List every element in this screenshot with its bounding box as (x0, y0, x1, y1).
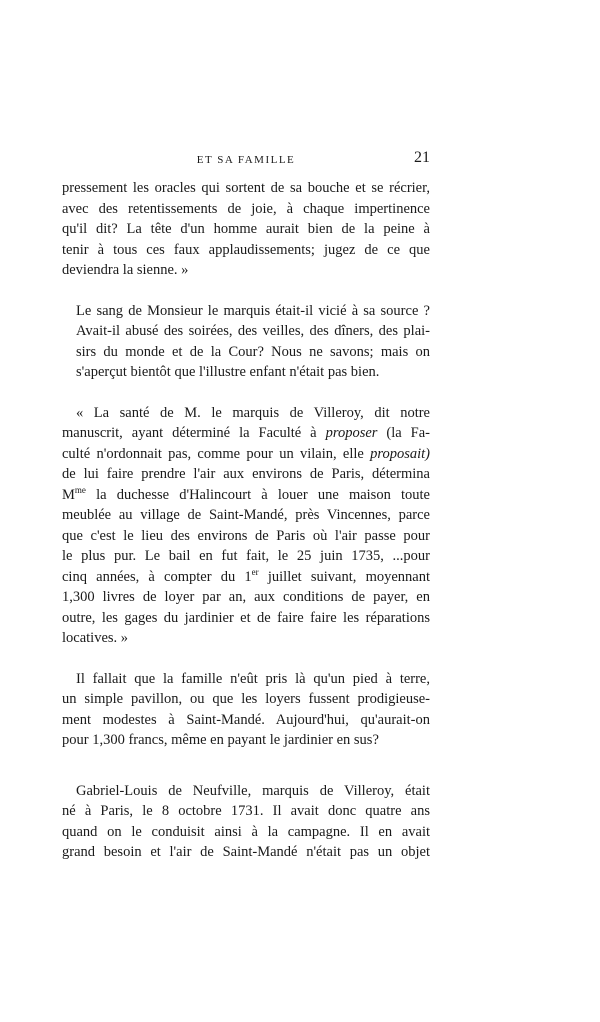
text-line: que c'est le lieu des environs de Paris où l'air passe pour (62, 527, 430, 544)
text-segment: M (62, 486, 75, 503)
italic-word: proposer (325, 425, 378, 441)
superscript: er (251, 566, 259, 577)
text-segment: culté n'ordonnait pas, comme pour un vilain, elle (62, 445, 371, 462)
running-title: ET SA FAMILLE (196, 154, 296, 166)
text-line: un simple pavillon, ou que les loyers fussent prodigieuse- (62, 691, 430, 707)
text-line: Gabriel-Louis de Neufville, marquis de Villeroy, était (76, 782, 430, 799)
text-line (62, 567, 430, 588)
body-text (62, 178, 430, 863)
paragraph-1 (62, 178, 430, 281)
text-line: locatives. » (62, 630, 129, 646)
text-line: Le sang de Monsieur le marquis était-il vicié à sa source ? (76, 302, 430, 319)
text-segment: la duchesse d'Halincourt à louer une maison toute (85, 486, 430, 503)
text-segment: (la Fa- (377, 425, 430, 441)
paragraph-3 (62, 403, 430, 649)
page-number: 21 (414, 149, 430, 166)
text-line: qu'il dit? La tête d'un homme aurait bien de la peine à (62, 221, 430, 237)
text-line: ment modestes à Saint-Mandé. Aujourd'hui, qu'aurait-on (62, 711, 430, 728)
text-line: « La santé de M. le marquis de Villeroy, dit notre (76, 404, 430, 421)
text-line: avec des retentissements de joie, à chaque impertinence (62, 200, 430, 217)
text-line (62, 423, 430, 444)
text-line: s'aperçut bientôt que l'illustre enfant n'était pas bien. (76, 364, 380, 380)
text-line: outre, les gages du jardinier et de faire faire les réparations (62, 609, 430, 626)
paragraph-2 (62, 301, 430, 383)
paragraph-4 (62, 669, 430, 751)
paragraph-5 (62, 781, 430, 863)
text-line: grand besoin et l'air de Saint-Mandé n'était pas un objet (62, 844, 430, 860)
text-line: pour 1,300 francs, même en payant le jardinier en sus? (62, 732, 379, 748)
text-line: quand on le conduisit ainsi à la campagne. Il en avait (62, 823, 430, 840)
text-line: sirs du monde et de la Cour? Nous ne savons; mais on (76, 343, 430, 360)
text-line: pressement les oracles qui sortent de sa bouche et se récrier, (62, 180, 430, 196)
text-line: Avait-il abusé des soirées, des veilles, des dîners, des plai- (76, 323, 430, 339)
text-line: Il fallait que la famille n'eût pris là qu'un pied à terre, (76, 670, 430, 687)
italic-word: proposait) (370, 445, 430, 462)
text-line: le plus pur. Le bail en fut fait, le 25 juin 1735, ...pour (62, 548, 430, 564)
text-line (62, 444, 430, 465)
text-line: né à Paris, le 8 octobre 1731. Il avait donc quatre ans (62, 803, 430, 819)
text-line: meublée au village de Saint-Mandé, près Vincennes, parce (62, 507, 430, 523)
text-line: tenir à tous ces faux applaudissements; jugez de ce que (62, 241, 430, 258)
text-line: 1,300 livres de loyer par an, aux conditions de payer, en (62, 589, 430, 605)
text-segment: juillet suivant, moyennant (258, 568, 430, 585)
text-line (62, 485, 430, 506)
text-line: deviendra la sienne. » (62, 262, 189, 278)
text-segment: manuscrit, ayant déterminé la Faculté à (62, 425, 326, 441)
page-header (62, 148, 430, 170)
text-line: de lui faire prendre l'air aux environs de Paris, détermina (62, 466, 430, 482)
text-segment: cinq années, à compter du 1 (62, 568, 252, 585)
superscript: me (74, 484, 86, 495)
